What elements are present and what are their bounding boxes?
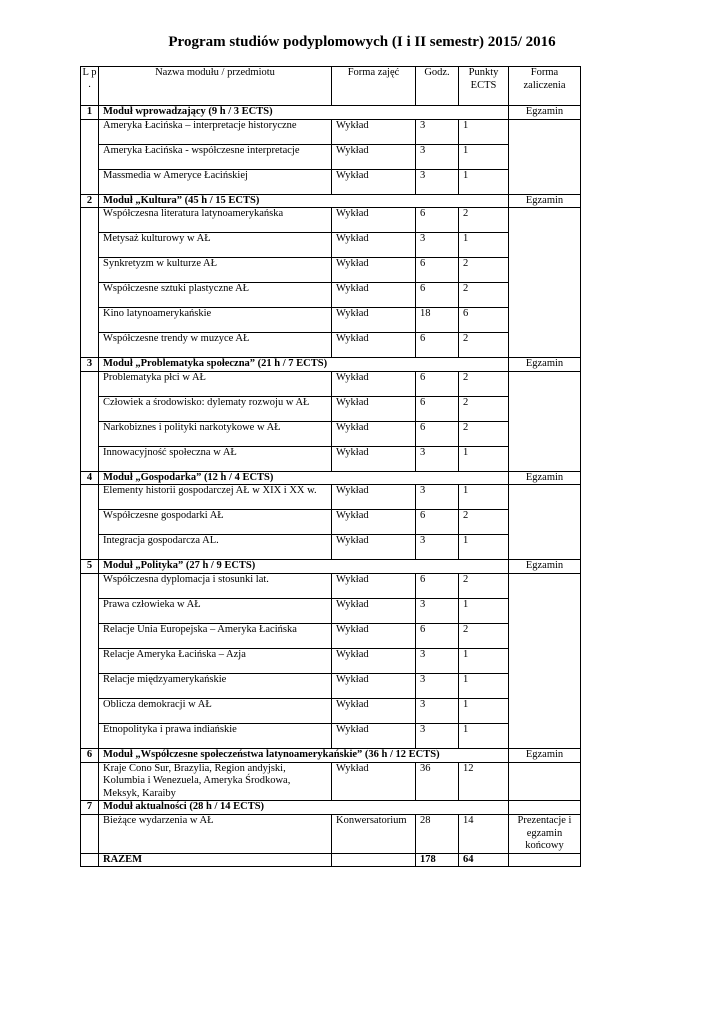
subject-name: Problematyka płci w AŁ [99, 371, 332, 396]
total-ects: 64 [459, 853, 509, 867]
subject-row [81, 421, 581, 446]
subject-hours: 6 [416, 623, 459, 648]
subject-ects: 2 [459, 258, 509, 283]
subject-form: Wykład [332, 723, 416, 748]
subject-row [81, 698, 581, 723]
subject-name: Massmedia w Ameryce Łacińskiej [99, 169, 332, 194]
module-number: 6 [81, 748, 99, 762]
subject-name: Ameryka Łacińska - współczesne interpretacje [99, 144, 332, 169]
subject-hours: 6 [416, 258, 459, 283]
subject-ects: 2 [459, 623, 509, 648]
subject-form: Wykład [332, 623, 416, 648]
subject-form: Wykład [332, 485, 416, 510]
subject-name: Relacje Unia Europejska – Ameryka Łacińska [99, 623, 332, 648]
module-title: Moduł „Polityka” (27 h / 9 ECTS) [99, 560, 509, 574]
subject-ects: 12 [459, 762, 509, 801]
subject-row [81, 119, 581, 144]
subject-name: Relacje Ameryka Łacińska – Azja [99, 648, 332, 673]
subject-ects: 1 [459, 485, 509, 510]
subject-name: Relacje międzyamerykańskie [99, 673, 332, 698]
module-title: Moduł „Współczesne społeczeństwa latynoamerykańskie” (36 h / 12 ECTS) [99, 748, 509, 762]
subject-row [81, 144, 581, 169]
subject-hours: 6 [416, 208, 459, 233]
subject-ects: 1 [459, 233, 509, 258]
subject-ects: 2 [459, 421, 509, 446]
subject-name: Kino latynoamerykańskie [99, 308, 332, 333]
subject-hours: 6 [416, 371, 459, 396]
subject-row [81, 762, 581, 801]
module-row [81, 801, 581, 815]
subject-hours: 3 [416, 119, 459, 144]
module-title: Moduł aktualności (28 h / 14 ECTS) [99, 801, 509, 815]
subject-ects: 1 [459, 169, 509, 194]
subject-row [81, 208, 581, 233]
subject-hours: 3 [416, 485, 459, 510]
subject-name: Etnopolityka i prawa indiańskie [99, 723, 332, 748]
module-number-spacer [81, 208, 99, 358]
header-lp: L p . [81, 67, 99, 106]
module-row [81, 471, 581, 485]
subject-form: Wykład [332, 573, 416, 598]
subject-form: Wykład [332, 598, 416, 623]
subject-row [81, 648, 581, 673]
subject-hours: 3 [416, 673, 459, 698]
subject-name: Ameryka Łacińska – interpretacje historyczne [99, 119, 332, 144]
subject-form: Wykład [332, 119, 416, 144]
subject-hours: 3 [416, 723, 459, 748]
module-assessment: Egzamin [509, 560, 581, 574]
subject-row [81, 814, 581, 853]
header-ects: Punkty ECTS [459, 67, 509, 106]
module-number: 3 [81, 358, 99, 372]
module-number: 4 [81, 471, 99, 485]
subject-hours: 36 [416, 762, 459, 801]
subject-ects: 14 [459, 814, 509, 853]
module-number-spacer [81, 814, 99, 853]
subject-row [81, 446, 581, 471]
module-row [81, 106, 581, 120]
header-assessment: Forma zaliczenia [509, 67, 581, 106]
subject-hours: 3 [416, 598, 459, 623]
subject-name: Współczesne sztuki plastyczne AŁ [99, 283, 332, 308]
subject-ects: 1 [459, 535, 509, 560]
subject-hours: 3 [416, 144, 459, 169]
subject-row [81, 573, 581, 598]
subject-form: Wykład [332, 283, 416, 308]
subject-ects: 1 [459, 673, 509, 698]
total-label: RAZEM [99, 853, 332, 867]
subject-ects: 2 [459, 371, 509, 396]
header-hours: Godz. [416, 67, 459, 106]
subject-row [81, 333, 581, 358]
subject-form: Wykład [332, 258, 416, 283]
module-assessment: Egzamin [509, 748, 581, 762]
program-table [80, 66, 581, 867]
subject-hours: 3 [416, 648, 459, 673]
module-assessment [509, 801, 581, 815]
subject-name: Współczesna literatura latynoamerykańska [99, 208, 332, 233]
subject-hours: 3 [416, 535, 459, 560]
subject-ects: 1 [459, 144, 509, 169]
module-assessment: Egzamin [509, 106, 581, 120]
subject-name: Integracja gospodarcza AL. [99, 535, 332, 560]
subject-form: Wykład [332, 333, 416, 358]
subject-hours: 6 [416, 510, 459, 535]
subject-name: Bieżące wydarzenia w AŁ [99, 814, 332, 853]
subject-hours: 6 [416, 573, 459, 598]
subject-name: Synkretyzm w kulturze AŁ [99, 258, 332, 283]
subject-row [81, 308, 581, 333]
subject-name: Kraje Cono Sur, Brazylia, Region andyjski, Kolumbia i Wenezuela, Ameryka Środkowa, Meksyk, Karaiby [99, 762, 332, 801]
subject-form: Wykład [332, 144, 416, 169]
subject-form: Wykład [332, 208, 416, 233]
subject-ects: 2 [459, 396, 509, 421]
module-title: Moduł „Kultura” (45 h / 15 ECTS) [99, 194, 509, 208]
module-number: 1 [81, 106, 99, 120]
subject-ects: 1 [459, 698, 509, 723]
module-number: 5 [81, 560, 99, 574]
module-title: Moduł „Gospodarka” (12 h / 4 ECTS) [99, 471, 509, 485]
module-number-spacer [81, 485, 99, 560]
subject-hours: 3 [416, 446, 459, 471]
module-assessment: Egzamin [509, 358, 581, 372]
subject-row [81, 673, 581, 698]
subject-name: Człowiek a środowisko: dylematy rozwoju w AŁ [99, 396, 332, 421]
subject-name: Współczesne gospodarki AŁ [99, 510, 332, 535]
subject-form: Wykład [332, 673, 416, 698]
module-title: Moduł wprowadzający (9 h / 3 ECTS) [99, 106, 509, 120]
subject-hours: 28 [416, 814, 459, 853]
subject-form: Wykład [332, 233, 416, 258]
subject-row [81, 371, 581, 396]
module-number-spacer [81, 573, 99, 748]
module-title: Moduł „Problematyka społeczna” (21 h / 7 ECTS) [99, 358, 509, 372]
module-number: 2 [81, 194, 99, 208]
subject-ects: 1 [459, 446, 509, 471]
subject-ects: 1 [459, 598, 509, 623]
subject-form: Wykład [332, 396, 416, 421]
subject-ects: 2 [459, 333, 509, 358]
subject-hours: 6 [416, 396, 459, 421]
subject-row [81, 485, 581, 510]
subject-ects: 1 [459, 119, 509, 144]
subject-row [81, 535, 581, 560]
module-number: 7 [81, 801, 99, 815]
subject-row [81, 723, 581, 748]
subject-form: Wykład [332, 698, 416, 723]
module-number-spacer [81, 371, 99, 471]
subject-form: Wykład [332, 648, 416, 673]
subject-row [81, 169, 581, 194]
subject-ects: 1 [459, 648, 509, 673]
subject-hours: 6 [416, 283, 459, 308]
subject-ects: 2 [459, 573, 509, 598]
subject-form: Wykład [332, 308, 416, 333]
total-hours: 178 [416, 853, 459, 867]
subject-row [81, 598, 581, 623]
subject-row [81, 623, 581, 648]
assessment-spacer [509, 208, 581, 358]
assessment-spacer [509, 371, 581, 471]
subject-row [81, 283, 581, 308]
table-header-row [81, 67, 581, 106]
subject-row [81, 258, 581, 283]
subject-hours: 3 [416, 233, 459, 258]
total-form [332, 853, 416, 867]
header-form: Forma zajęć [332, 67, 416, 106]
subject-ects: 6 [459, 308, 509, 333]
module-row [81, 194, 581, 208]
subject-hours: 18 [416, 308, 459, 333]
subject-ects: 2 [459, 510, 509, 535]
subject-row [81, 233, 581, 258]
module-row [81, 748, 581, 762]
subject-name: Współczesna dyplomacja i stosunki lat. [99, 573, 332, 598]
subject-form: Wykład [332, 371, 416, 396]
subject-form: Wykład [332, 535, 416, 560]
subject-ects: 1 [459, 723, 509, 748]
assessment-spacer [509, 485, 581, 560]
module-number-spacer [81, 119, 99, 194]
module-row [81, 358, 581, 372]
subject-form: Wykład [332, 169, 416, 194]
subject-name: Prawa człowieka w AŁ [99, 598, 332, 623]
subject-form: Konwersatorium [332, 814, 416, 853]
module-assessment: Egzamin [509, 194, 581, 208]
subject-hours: 3 [416, 698, 459, 723]
subject-assessment: Prezentacje i egzamin końcowy [509, 814, 581, 853]
total-assessment [509, 853, 581, 867]
module-assessment: Egzamin [509, 471, 581, 485]
assessment-spacer [509, 573, 581, 748]
subject-row [81, 510, 581, 535]
subject-name: Innowacyjność społeczna w AŁ [99, 446, 332, 471]
document-title: Program studiów podyplomowych (I i II semestr) 2015/ 2016 [168, 34, 556, 50]
subject-hours: 6 [416, 333, 459, 358]
assessment-spacer [509, 119, 581, 194]
subject-form: Wykład [332, 421, 416, 446]
subject-name: Narkobiznes i polityki narkotykowe w AŁ [99, 421, 332, 446]
subject-ects: 2 [459, 208, 509, 233]
header-name: Nazwa modułu / przedmiotu [99, 67, 332, 106]
subject-name: Elementy historii gospodarczej AŁ w XIX i XX w. [99, 485, 332, 510]
module-number-spacer [81, 762, 99, 801]
assessment-spacer [509, 762, 581, 801]
subject-form: Wykład [332, 446, 416, 471]
subject-hours: 6 [416, 421, 459, 446]
subject-name: Współczesne trendy w muzyce AŁ [99, 333, 332, 358]
subject-form: Wykład [332, 510, 416, 535]
subject-ects: 2 [459, 283, 509, 308]
subject-name: Oblicza demokracji w AŁ [99, 698, 332, 723]
subject-row [81, 396, 581, 421]
total-row [81, 853, 581, 867]
subject-hours: 3 [416, 169, 459, 194]
module-row [81, 560, 581, 574]
total-lp [81, 853, 99, 867]
subject-name: Metysaż kulturowy w AŁ [99, 233, 332, 258]
subject-form: Wykład [332, 762, 416, 801]
